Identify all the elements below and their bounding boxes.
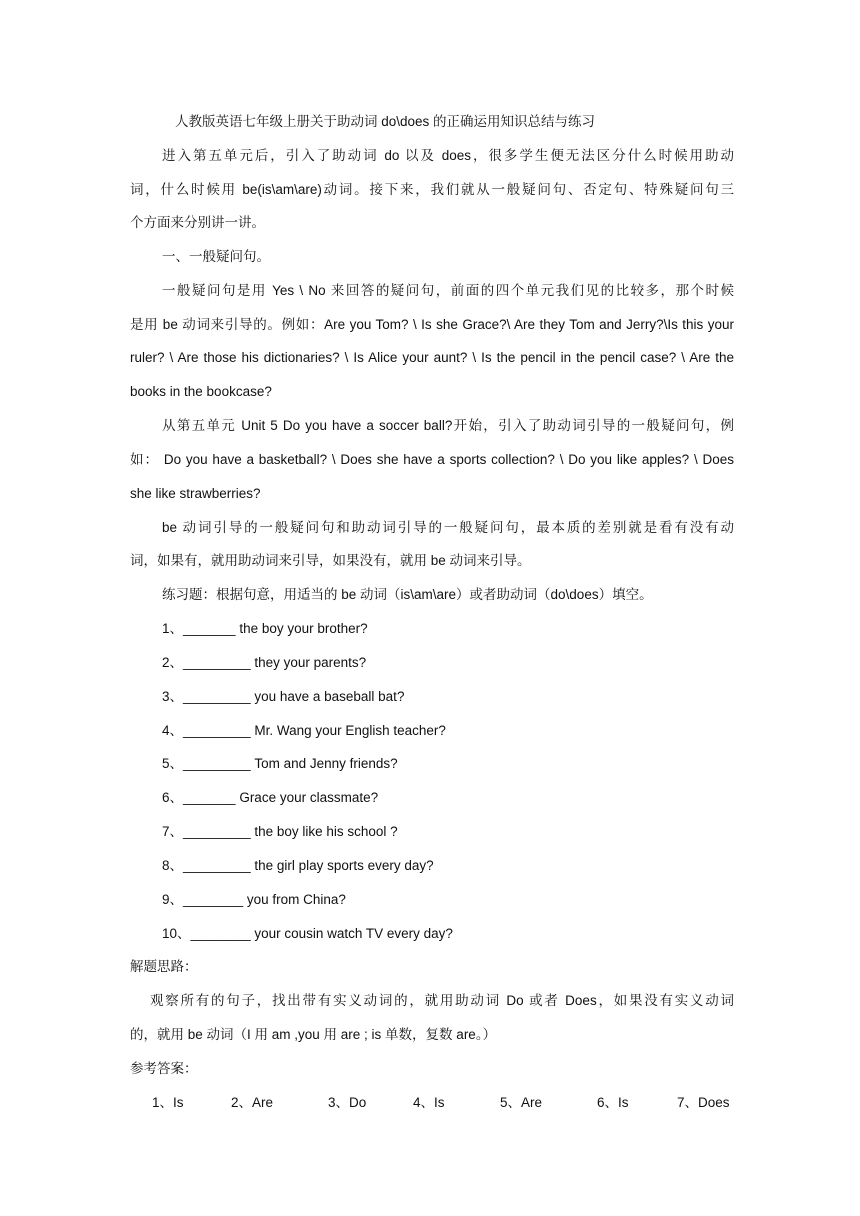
exercise-item: 10、________ your cousin watch TV every day?: [162, 926, 453, 941]
para2-line-3: she like strawberries?: [130, 486, 261, 501]
exercise-item: 7、_________ the boy like his school ?: [162, 824, 398, 839]
para1-line-2: 是用 be 动词来引导的。例如：Are you Tom? \ Is she Grace?\ Are they Tom and Jerry?\Is this your: [130, 317, 734, 332]
section-heading: 一、一般疑问句。: [162, 249, 270, 264]
thinking-line-2: 的，就用 be 动词（I 用 am ,you 用 are ; is 单数，复数 are。）: [130, 1027, 497, 1042]
answer-item: 3、Do: [328, 1095, 367, 1110]
exercise-item: 2、_________ they your parents?: [162, 655, 367, 670]
exercise-item: 8、_________ the girl play sports every day?: [162, 858, 434, 873]
answer-item: 2、Are: [231, 1095, 274, 1110]
para1-line-4: books in the bookcase?: [130, 384, 272, 399]
para1-line-1: 一般疑问句是用 Yes \ No 来回答的疑问句，前面的四个单元我们见的比较多，那个时候: [162, 283, 734, 298]
para2-line-2: 如： Do you have a basketball? \ Does she have a sports collection? \ Do you like apples? \ Does: [130, 452, 734, 467]
answer-item: 5、Are: [500, 1095, 543, 1110]
thinking-line-1: 观察所有的句子，找出带有实义动词的，就用助动词 Do 或者 Does，如果没有实义动词: [150, 993, 734, 1008]
para1-line-3: ruler? \ Are those his dictionaries? \ Is Alice your aunt? \ Is the pencil in the pencil case? \ Are the: [130, 350, 734, 365]
para3-line-2: 词，如果有，就用助动词来引导，如果没有，就用 be 动词来引导。: [130, 553, 531, 568]
answer-item: 4、Is: [413, 1095, 445, 1110]
intro-line-3: 个方面来分别讲一讲。: [130, 215, 265, 230]
answers-heading: 参考答案：: [130, 1061, 198, 1076]
document-title: 人教版英语七年级上册关于助动词 do\does 的正确运用知识总结与练习: [175, 114, 596, 129]
exercise-item: 9、________ you from China?: [162, 892, 346, 907]
exercise-item: 1、_______ the boy your brother?: [162, 621, 368, 636]
intro-line-1: 进入第五单元后，引入了助动词 do 以及 does，很多学生便无法区分什么时候用助动: [162, 148, 734, 163]
para3-line-1: be 动词引导的一般疑问句和助动词引导的一般疑问句，最本质的差别就是看有没有动: [162, 520, 734, 535]
answers-row: [0, 1093, 860, 1113]
exercise-item: 6、_______ Grace your classmate?: [162, 790, 379, 805]
answer-item: 7、Does: [677, 1095, 730, 1110]
answer-item: 1、Is: [152, 1095, 184, 1110]
answer-item: 6、Is: [597, 1095, 629, 1110]
exercise-instructions: 练习题：根据句意，用适当的 be 动词（is\am\are）或者助动词（do\does）填空。: [162, 587, 653, 602]
exercise-item: 3、_________ you have a baseball bat?: [162, 689, 405, 704]
exercise-item: 4、_________ Mr. Wang your English teacher?: [162, 723, 446, 738]
exercise-item: 5、_________ Tom and Jenny friends?: [162, 756, 398, 771]
intro-line-2: 词，什么时候用 be(is\am\are)动词。接下来，我们就从一般疑问句、否定句、特殊疑问句三: [130, 182, 734, 197]
thinking-heading: 解题思路：: [130, 959, 198, 974]
para2-line-1: 从第五单元 Unit 5 Do you have a soccer ball?开始，引入了助动词引导的一般疑问句，例: [162, 418, 734, 433]
